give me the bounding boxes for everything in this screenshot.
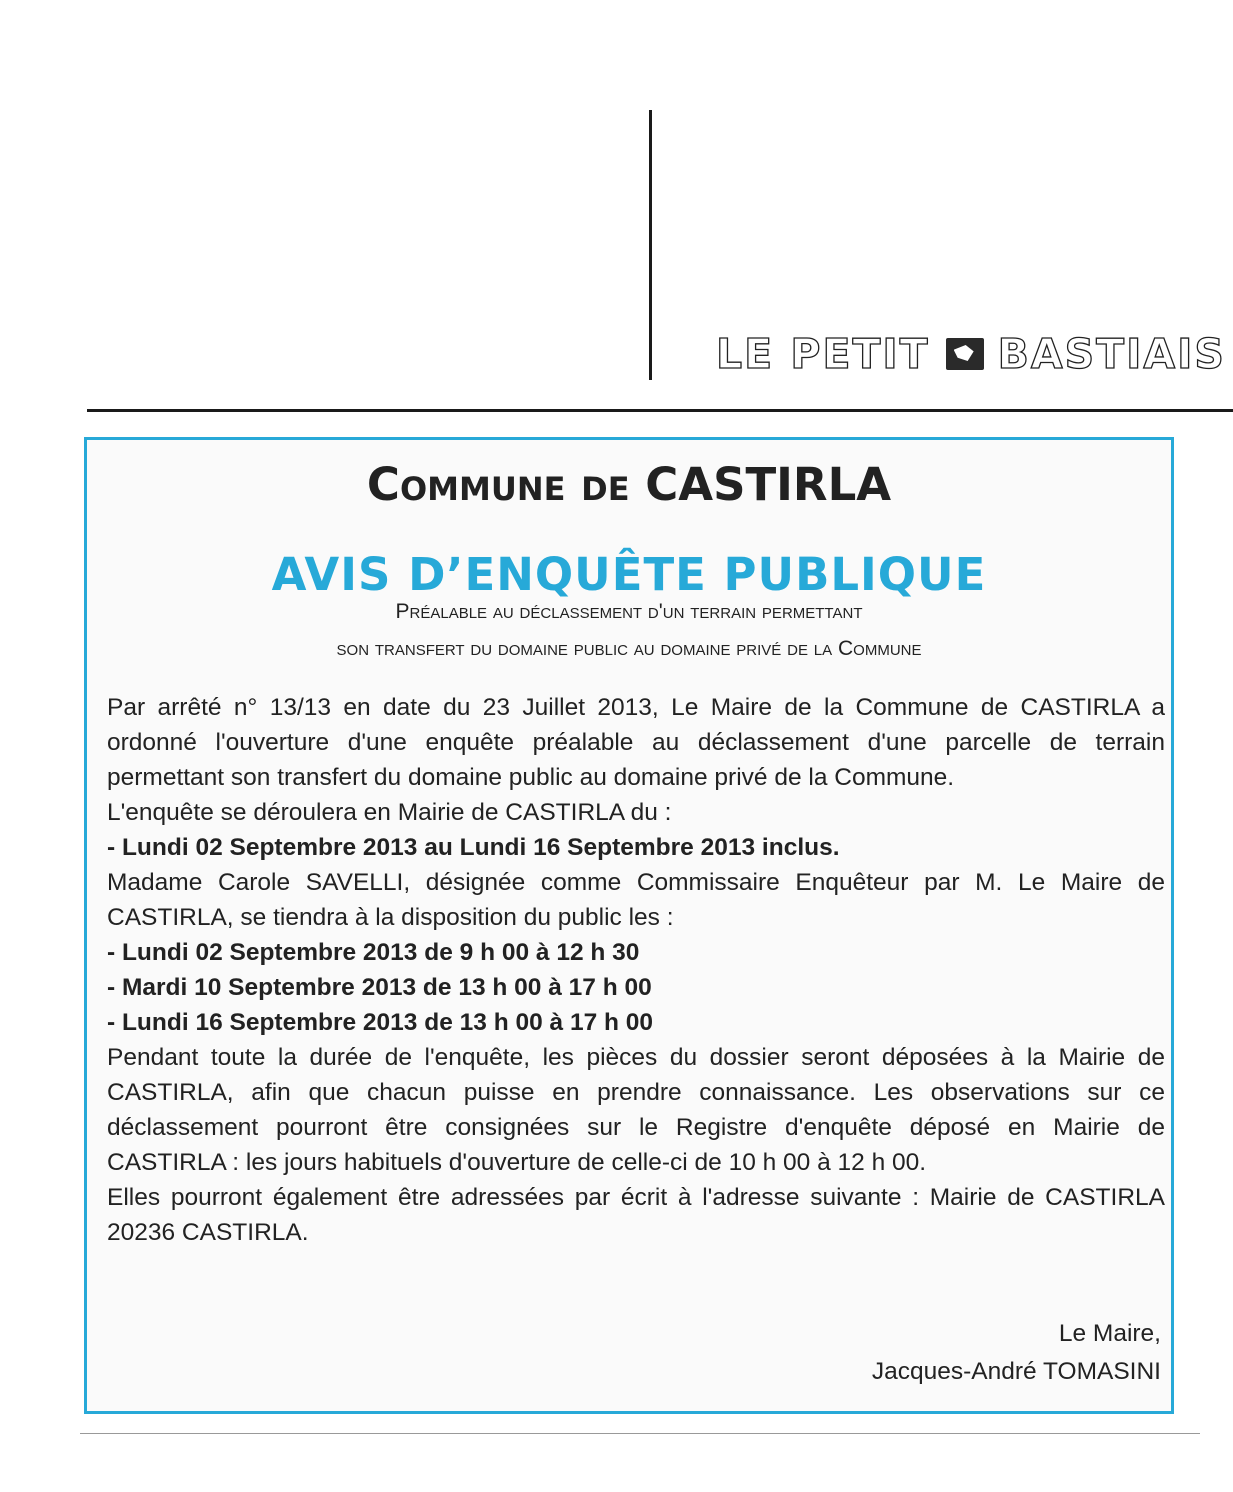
paragraph-arrete: Par arrêté n° 13/13 en date du 23 Juillet 2013, Le Maire de la Commune de CASTIRLA a ordonné l'ouverture d'une enquête préalable au déclassement d'une parcelle de terrain permettant son transfert du domaine public au domaine privé de la Commune. [107,694,1165,791]
public-notice-box [84,437,1174,1414]
masthead-logo-icon [946,338,984,370]
notice-subtitle-line-2: son transfert du domaine public au domaine privé de la Commune [336,637,922,660]
newspaper-masthead [716,330,1226,378]
paragraph-location: L'enquête se déroulera en Mairie de CASTIRLA du : [107,799,672,826]
notice-body [107,690,1165,1250]
masthead-left: LE PETIT [716,330,930,378]
column-divider [649,110,652,380]
session-date-1: - Lundi 02 Septembre 2013 de 9 h 00 à 12 h 30 [107,939,640,966]
paragraph-commissioner: Madame Carole SAVELLI, désignée comme Commissaire Enquêteur par M. Le Maire de CASTIRLA, se tiendra à la disposition du public les : [107,869,1165,931]
session-date-3: - Lundi 16 Septembre 2013 de 13 h 00 à 17 h 00 [107,1009,654,1036]
signature-title: Le Maire, [1058,1320,1161,1347]
bottom-rule [80,1433,1200,1434]
signature-name: Jacques-André TOMASINI [871,1358,1161,1385]
notice-title: AVIS D’ENQUÊTE PUBLIQUE [271,548,987,601]
header-rule [87,409,1233,412]
session-date-2: - Mardi 10 Septembre 2013 de 13 h 00 à 17 h 00 [107,974,652,1001]
paragraph-dossier: Pendant toute la durée de l'enquête, les pièces du dossier seront déposées à la Mairie de CASTIRLA, afin que chacun puisse en prendre connaissance. Les observations sur ce déclassement pourront être consignées sur le Registre d'enquête déposé en Mairie de CASTIRLA : les jours habituels d'ouverture de celle-ci de 10 h 00 à 12 h 00. [107,1044,1165,1176]
notice-subtitle-line-1: Préalable au déclassement d'un terrain permettant [395,600,863,623]
masthead-right: BASTIAIS [997,330,1226,378]
enquiry-period: - Lundi 02 Septembre 2013 au Lundi 16 Septembre 2013 inclus. [107,834,840,861]
paragraph-address: Elles pourront également être adressées par écrit à l'adresse suivante : Mairie de CASTIRLA 20236 CASTIRLA. [107,1184,1165,1246]
commune-heading: Commune de CASTIRLA [366,458,892,511]
